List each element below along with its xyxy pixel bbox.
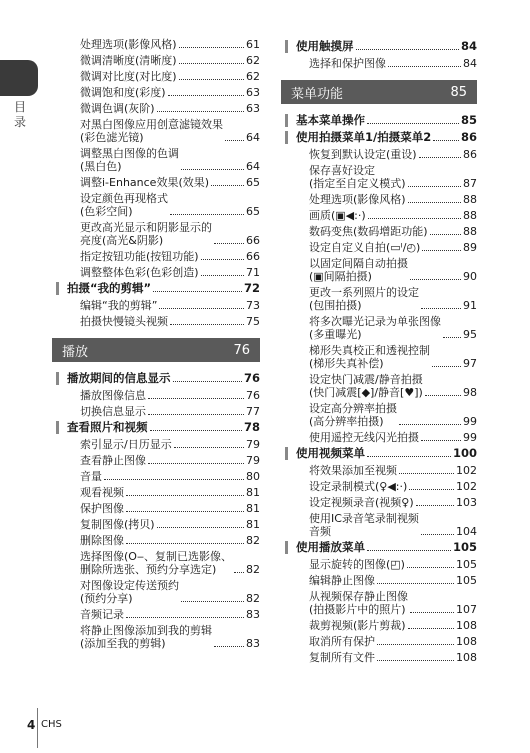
entry-text: 微调对比度(对比度) [80, 70, 177, 83]
entry-text: 播放图像信息 [80, 389, 146, 402]
toc-entry[interactable] [309, 209, 477, 222]
page-ref: 84 [463, 57, 477, 70]
leader-dots [377, 644, 454, 645]
entry-text: 处理选项(影像风格) [309, 193, 406, 206]
leader-dots [410, 279, 461, 280]
leader-dots [126, 617, 244, 618]
toc-entry[interactable] [80, 176, 260, 189]
entry-text: 调整整体色彩(色彩创造) [80, 266, 199, 279]
toc-entry[interactable] [80, 266, 260, 279]
leader-dots [367, 550, 451, 551]
leader-dots [367, 456, 451, 457]
entry-text: 复制所有文件 [309, 651, 375, 664]
leader-dots [408, 186, 461, 187]
leader-dots [168, 95, 244, 96]
section-tab [0, 60, 38, 96]
toc-entry[interactable] [309, 373, 477, 399]
page-ref: 79 [246, 454, 260, 467]
toc-entry[interactable] [309, 57, 477, 70]
leader-dots [430, 234, 461, 235]
leader-dots [126, 543, 244, 544]
entry-text: 裁剪视频(影片剪裁) [309, 619, 406, 632]
leader-dots [419, 157, 461, 158]
toc-entry[interactable] [80, 70, 260, 83]
leader-dots [181, 169, 244, 170]
entry-text: 选择和保护图像 [309, 57, 386, 70]
entry-text: 显示旋转的图像(◰) [309, 558, 405, 571]
chapter-bar[interactable] [52, 338, 260, 362]
page-ref: 62 [246, 70, 260, 83]
page-ref: 95 [463, 328, 477, 341]
page-ref: 86 [460, 130, 477, 144]
leader-dots [179, 79, 244, 80]
page-ref: 65 [246, 205, 260, 218]
toc-entry[interactable] [80, 454, 260, 467]
leader-dots [443, 337, 461, 338]
toc-entry[interactable] [309, 148, 477, 161]
toc-entry[interactable] [309, 402, 477, 428]
entry-text: 音量 [80, 470, 102, 483]
toc-entry[interactable] [80, 486, 260, 499]
leader-dots [409, 489, 454, 490]
toc-entry[interactable] [309, 480, 477, 493]
page-ref: 104 [456, 525, 477, 538]
entry-text: 对图像设定传送预约 (预约分享) [80, 579, 179, 605]
toc-entry[interactable] [80, 38, 260, 51]
heading-text: 播放期间的信息显示 [67, 371, 171, 385]
toc-entry[interactable] [80, 54, 260, 67]
page-ref: 61 [246, 38, 260, 51]
toc-entry[interactable] [309, 619, 477, 632]
page-ref: 102 [456, 480, 477, 493]
toc-entry[interactable] [80, 502, 260, 515]
leader-dots [407, 567, 454, 568]
entry-text: 设定自定义自拍(▭ᴵ/◴) [309, 241, 421, 254]
page-ref: 98 [463, 386, 477, 399]
page-ref: 105 [452, 540, 477, 554]
page-number: 4 [27, 718, 36, 732]
leader-dots [425, 395, 461, 396]
page-ref: 88 [463, 193, 477, 206]
leader-dots [234, 572, 244, 573]
toc-entry[interactable] [309, 431, 477, 444]
page-ref: 64 [246, 160, 260, 173]
page-ref: 82 [246, 592, 260, 605]
entry-text: 编辑“我的剪辑” [80, 299, 158, 312]
page-ref: 79 [246, 438, 260, 451]
toc-entry[interactable] [80, 192, 260, 218]
heading-text: 使用触摸屏 [296, 39, 354, 53]
toc-entry[interactable] [309, 164, 477, 190]
page-ref: 83 [246, 637, 260, 650]
toc-entry[interactable] [309, 635, 477, 648]
page-ref: 105 [456, 558, 477, 571]
entry-text: 微调色调(灰阶) [80, 102, 155, 115]
page-ref: 91 [463, 299, 477, 312]
page-ref: 75 [246, 315, 260, 328]
page-ref: 85 [460, 113, 477, 127]
page-ref: 83 [246, 608, 260, 621]
entry-text: 更改高光显示和阴影显示的 亮度(高光&阴影) [80, 221, 212, 247]
leader-dots [356, 49, 459, 50]
toc-entry[interactable] [309, 225, 477, 238]
toc-left-column [52, 38, 260, 653]
footer-divider [37, 708, 38, 748]
page-ref: 100 [452, 446, 477, 460]
leader-dots [150, 430, 242, 431]
page-ref: 72 [243, 281, 260, 295]
page-ref: 102 [456, 464, 477, 477]
page-ref: 62 [246, 54, 260, 67]
toc-heading[interactable] [285, 131, 477, 144]
entry-text: 设定颜色再现格式 (色彩空间) [80, 192, 168, 218]
entry-text: 调整i-Enhance效果(效果) [80, 176, 210, 189]
toc-entry[interactable] [80, 608, 260, 621]
entry-text: 调整黑白图像的色调 (黑白色) [80, 147, 179, 173]
leader-dots [126, 511, 244, 512]
toc-entry[interactable] [80, 550, 260, 576]
leader-dots [421, 308, 461, 309]
leader-dots [126, 495, 244, 496]
page-ref: 88 [463, 209, 477, 222]
toc-entry[interactable] [80, 534, 260, 547]
chapter-page: 85 [450, 84, 467, 100]
toc-entry[interactable] [80, 118, 260, 144]
page-ref: 63 [246, 86, 260, 99]
toc-heading[interactable] [285, 40, 477, 53]
toc-entry[interactable] [80, 405, 260, 418]
toc-entry[interactable] [80, 624, 260, 650]
toc-entry[interactable] [309, 590, 477, 616]
leader-dots [368, 218, 461, 219]
entry-text: 画质(▣◀:·) [309, 209, 366, 222]
chapter-bar[interactable] [281, 80, 477, 104]
entry-text: 使用IC录音笔录制视频 音频 [309, 512, 419, 538]
toc-entry[interactable] [309, 496, 477, 509]
toc-entry[interactable] [309, 193, 477, 206]
page-ref: 78 [243, 420, 260, 434]
heading-text: 查看照片和视频 [67, 420, 148, 434]
leader-dots [170, 214, 244, 215]
leader-dots [408, 202, 461, 203]
entry-text: 查看静止图像 [80, 454, 146, 467]
leader-dots [148, 414, 244, 415]
page-ref: 84 [460, 39, 477, 53]
page-ref: 77 [246, 405, 260, 418]
entry-text: 设定快门减震/静音拍摄 (快门减震[◆]/静音[♥]) [309, 373, 423, 399]
entry-text: 设定视频录音(视频♀) [309, 496, 414, 509]
toc-entry[interactable] [80, 102, 260, 115]
toc-entry[interactable] [309, 464, 477, 477]
leader-dots [174, 447, 244, 448]
leader-dots [157, 111, 244, 112]
toc-heading[interactable] [285, 447, 477, 460]
entry-text: 以固定间隔自动拍摄 (▣间隔拍摄) [309, 257, 408, 283]
toc-entry[interactable] [309, 512, 477, 538]
page-ref: 76 [243, 371, 260, 385]
leader-dots [211, 185, 244, 186]
entry-text: 编辑静止图像 [309, 574, 375, 587]
entry-text: 删除图像 [80, 534, 124, 547]
toc-heading[interactable] [285, 541, 477, 554]
heading-text: 使用拍摄菜单1/拍摄菜单2 [296, 130, 432, 144]
leader-dots [173, 381, 242, 382]
page-ref: 64 [246, 131, 260, 144]
toc-entry[interactable] [80, 221, 260, 247]
entry-text: 微调清晰度(清晰度) [80, 54, 177, 67]
page-ref: 81 [246, 486, 260, 499]
heading-text: 拍摄“我的剪辑” [67, 281, 152, 295]
entry-text: 索引显示/日历显示 [80, 438, 172, 451]
page-ref: 63 [246, 102, 260, 115]
section-tab-label: 目 录 [13, 100, 26, 129]
leader-dots [399, 473, 454, 474]
entry-text: 保存喜好设定 (指定至自定义模式) [309, 164, 406, 190]
entry-text: 观看视频 [80, 486, 124, 499]
leader-dots [159, 308, 244, 309]
leader-dots [422, 250, 461, 251]
page-ref: 80 [246, 470, 260, 483]
page-ref: 97 [463, 357, 477, 370]
toc-entry[interactable] [80, 579, 260, 605]
page-ref: 82 [246, 563, 260, 576]
leader-dots [179, 63, 244, 64]
entry-text: 微调饱和度(彩度) [80, 86, 166, 99]
entry-text: 复制图像(拷贝) [80, 518, 155, 531]
entry-text: 选择图像(О‒、复制已选影像、 删除所选张、预约分享选定) [80, 550, 232, 576]
leader-dots [148, 398, 244, 399]
page-ref: 88 [463, 225, 477, 238]
entry-text: 将静止图像添加到我的剪辑 (添加至我的剪辑) [80, 624, 212, 650]
page-ref: 86 [463, 148, 477, 161]
leader-dots [416, 505, 454, 506]
chapter-title: 播放 [62, 344, 89, 360]
leader-dots [377, 660, 454, 661]
toc-right-column [281, 38, 477, 667]
leader-dots [104, 479, 244, 480]
entry-text: 设定高分辨率拍摄 (高分辨率拍摄) [309, 402, 397, 428]
page-ref: 99 [463, 431, 477, 444]
leader-dots [170, 324, 244, 325]
entry-text: 恢复到默认设定(重设) [309, 148, 417, 161]
leader-dots [421, 440, 461, 441]
leader-dots [201, 259, 244, 260]
toc-entry[interactable] [80, 389, 260, 402]
entry-text: 数码变焦(数码增距功能) [309, 225, 428, 238]
chapter-page: 76 [233, 342, 250, 358]
leader-dots [433, 140, 459, 141]
page-ref: 103 [456, 496, 477, 509]
leader-dots [179, 47, 244, 48]
heading-text: 使用视频菜单 [296, 446, 365, 460]
page-ref: 73 [246, 299, 260, 312]
toc-entry[interactable] [309, 241, 477, 254]
leader-dots [201, 275, 244, 276]
entry-text: 梯形失真校正和透视控制 (梯形失真补偿) [309, 344, 430, 370]
page-ref: 81 [246, 502, 260, 515]
leader-dots [421, 534, 454, 535]
entry-text: 设定录制模式(♀◀:·) [309, 480, 408, 493]
toc-entry[interactable] [80, 86, 260, 99]
entry-text: 将效果添加至视频 [309, 464, 397, 477]
leader-dots [214, 646, 244, 647]
chapter-title: 菜单功能 [291, 86, 344, 102]
page-ref: 71 [246, 266, 260, 279]
page-ref: 66 [246, 250, 260, 263]
toc-heading[interactable] [285, 114, 477, 127]
entry-text: 从视频保存静止图像 (拍摄影片中的照片) [309, 590, 408, 616]
heading-text: 基本菜单操作 [296, 113, 365, 127]
leader-dots [399, 424, 461, 425]
toc-entry[interactable] [80, 470, 260, 483]
leader-dots [148, 463, 244, 464]
toc-entry[interactable] [309, 574, 477, 587]
entry-text: 拍摄快慢镜头视频 [80, 315, 168, 328]
language-code: CHS [41, 719, 62, 730]
page-ref: 81 [246, 518, 260, 531]
leader-dots [377, 583, 454, 584]
leader-dots [367, 123, 459, 124]
page-ref: 89 [463, 241, 477, 254]
page-ref: 108 [456, 619, 477, 632]
toc-entry[interactable] [309, 257, 477, 283]
toc-entry[interactable] [309, 286, 477, 312]
toc-entry[interactable] [309, 558, 477, 571]
toc-entry[interactable] [309, 344, 477, 370]
page-ref: 99 [463, 415, 477, 428]
toc-entry[interactable] [80, 250, 260, 263]
page-ref: 108 [456, 651, 477, 664]
page-ref: 76 [246, 389, 260, 402]
toc-entry[interactable] [309, 315, 477, 341]
page-ref: 108 [456, 635, 477, 648]
toc-entry[interactable] [309, 651, 477, 664]
leader-dots [157, 527, 244, 528]
entry-text: 保护图像 [80, 502, 124, 515]
page-ref: 82 [246, 534, 260, 547]
page-ref: 87 [463, 177, 477, 190]
entry-text: 切换信息显示 [80, 405, 146, 418]
toc-entry[interactable] [80, 438, 260, 451]
entry-text: 对黑白图像应用创意滤镜效果 (彩色滤光镜) [80, 118, 223, 144]
toc-entry[interactable] [80, 147, 260, 173]
heading-text: 使用播放菜单 [296, 540, 365, 554]
entry-text: 处理选项(影像风格) [80, 38, 177, 51]
page-ref: 66 [246, 234, 260, 247]
toc-heading[interactable] [56, 372, 260, 385]
toc-heading[interactable] [56, 282, 260, 295]
entry-text: 使用遥控无线闪光拍摄 [309, 431, 419, 444]
leader-dots [225, 140, 244, 141]
entry-text: 将多次曝光记录为单张图像 (多重曝光) [309, 315, 441, 341]
leader-dots [408, 628, 454, 629]
entry-text: 取消所有保护 [309, 635, 375, 648]
page-ref: 90 [463, 270, 477, 283]
page-ref: 107 [456, 603, 477, 616]
entry-text: 指定按钮功能(按钮功能) [80, 250, 199, 263]
leader-dots [388, 66, 461, 67]
entry-text: 更改一系列照片的设定 (包围拍摄) [309, 286, 419, 312]
toc-heading[interactable] [56, 421, 260, 434]
toc-entry[interactable] [80, 299, 260, 312]
leader-dots [214, 243, 244, 244]
leader-dots [181, 601, 244, 602]
toc-entry[interactable] [80, 518, 260, 531]
leader-dots [153, 291, 242, 292]
leader-dots [410, 612, 454, 613]
leader-dots [432, 366, 461, 367]
page-ref: 65 [246, 176, 260, 189]
toc-entry[interactable] [80, 315, 260, 328]
page-ref: 105 [456, 574, 477, 587]
entry-text: 音频记录 [80, 608, 124, 621]
